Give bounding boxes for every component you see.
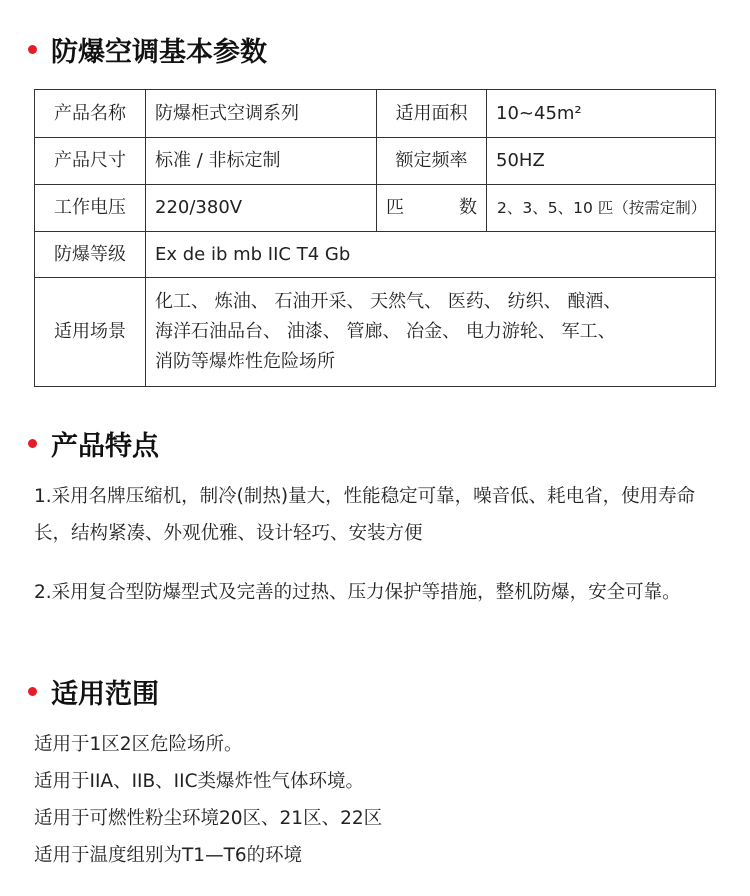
value-scenarios bbox=[146, 278, 716, 387]
bullet-dot-icon bbox=[28, 687, 37, 696]
scenario-line: 海洋石油品台、 油漆、 管廊、 冶金、 电力游轮、 军工、 bbox=[155, 321, 616, 342]
table-row bbox=[35, 232, 716, 278]
label-horsepower-part2: 数 bbox=[459, 197, 477, 218]
scope-line-3: 适用于可燃性粉尘环境20区、21区、22区 bbox=[34, 808, 383, 829]
scope-line-2: 适用于IIA、IIB、IIC类爆炸性气体环境。 bbox=[34, 771, 365, 792]
bullet-dot-icon bbox=[28, 439, 37, 448]
features-section-title bbox=[28, 424, 159, 463]
value-horsepower: 2、3、5、10 匹（按需定制） bbox=[487, 185, 716, 232]
scenario-line: 化工、 炼油、 石油开采、 天然气、 医药、 纺织、 酿酒、 bbox=[155, 291, 622, 312]
label-voltage: 工作电压 bbox=[35, 185, 146, 232]
features-title-text: 产品特点 bbox=[51, 431, 159, 462]
label-horsepower bbox=[377, 185, 487, 232]
bullet-dot-icon bbox=[28, 45, 37, 54]
table-row bbox=[35, 185, 716, 232]
value-product-name: 防爆柜式空调系列 bbox=[146, 90, 377, 138]
scope-line-4: 适用于温度组别为T1—T6的环境 bbox=[34, 845, 303, 866]
value-frequency: 50HZ bbox=[487, 138, 716, 185]
scope-title-text: 适用范围 bbox=[51, 679, 159, 710]
value-explosion-grade: Ex de ib mb IIC T4 Gb bbox=[146, 232, 716, 278]
scope-section-title bbox=[28, 672, 159, 711]
params-section-title bbox=[28, 30, 267, 69]
value-area: 10~45m² bbox=[487, 90, 716, 138]
label-size: 产品尺寸 bbox=[35, 138, 146, 185]
label-frequency: 额定频率 bbox=[377, 138, 487, 185]
params-table bbox=[34, 89, 716, 387]
table-row bbox=[35, 138, 716, 185]
label-horsepower-part1: 匹 bbox=[386, 197, 404, 218]
params-title-text: 防爆空调基本参数 bbox=[51, 37, 267, 68]
feature-paragraph-1: 1.采用名牌压缩机，制冷(制热)量大，性能稳定可靠，噪音低、耗电省，使用寿命长，结构紧凑、外观优雅、设计轻巧、安装方便 bbox=[34, 486, 696, 544]
scenario-line: 消防等爆炸性危险场所 bbox=[155, 351, 335, 372]
label-scenarios: 适用场景 bbox=[35, 278, 146, 387]
table-row bbox=[35, 90, 716, 138]
label-explosion-grade: 防爆等级 bbox=[35, 232, 146, 278]
label-area: 适用面积 bbox=[377, 90, 487, 138]
value-size: 标准 / 非标定制 bbox=[146, 138, 377, 185]
scope-line-1: 适用于1区2区危险场所。 bbox=[34, 734, 243, 755]
table-row bbox=[35, 278, 716, 387]
feature-paragraph-2: 2.采用复合型防爆型式及完善的过热、压力保护等措施，整机防爆，安全可靠。 bbox=[34, 582, 681, 603]
value-voltage: 220/380V bbox=[146, 185, 377, 232]
label-product-name: 产品名称 bbox=[35, 90, 146, 138]
